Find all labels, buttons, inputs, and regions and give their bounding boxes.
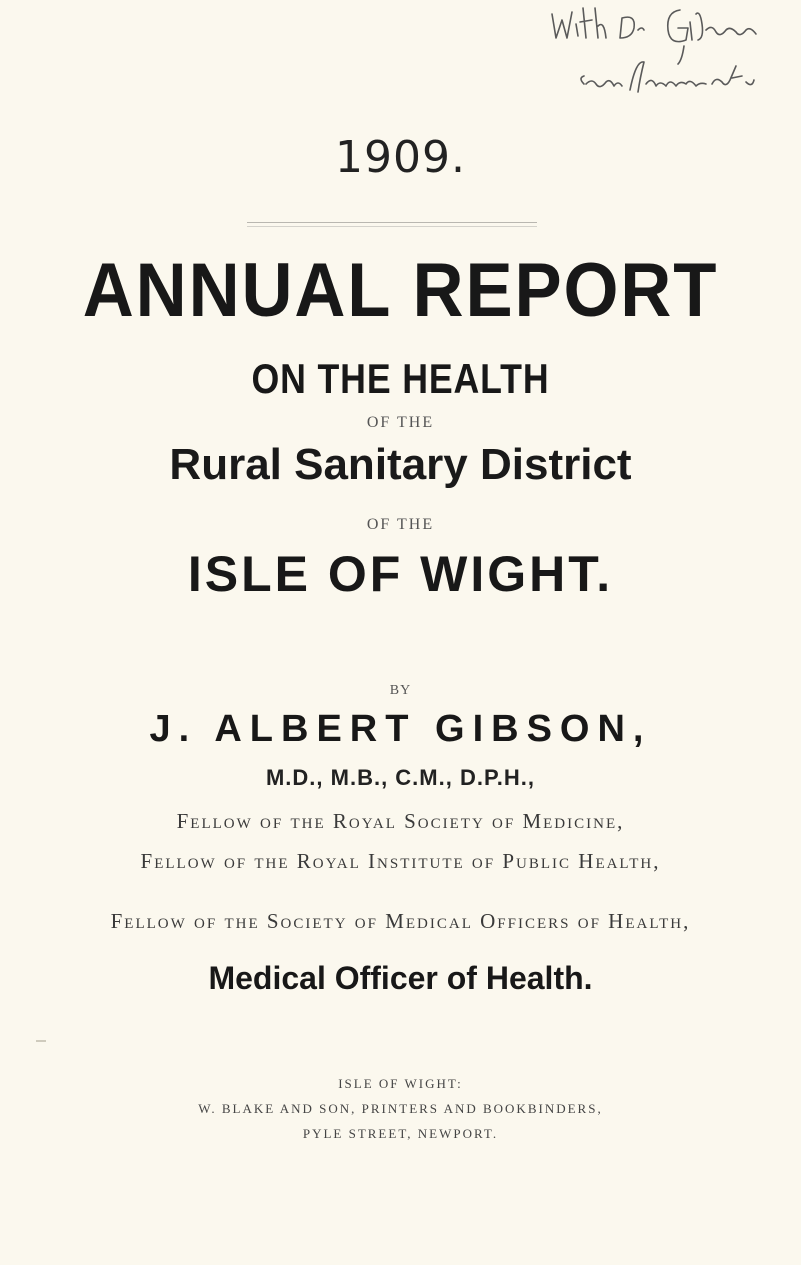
handwritten-inscription-icon bbox=[540, 0, 780, 100]
place-name: ISLE OF WIGHT. bbox=[187, 546, 614, 602]
printer-name: W. BLAKE AND SON, PRINTERS AND BOOKBINDERS, bbox=[198, 1101, 603, 1116]
author-office: Medical Officer of Health. bbox=[208, 960, 593, 996]
printer-address: PYLE STREET, NEWPORT. bbox=[302, 1126, 499, 1141]
by-label: BY bbox=[389, 683, 412, 698]
divider-rule bbox=[247, 222, 537, 227]
fellowship-royal-society: Fellow of the Royal Society of Medicine, bbox=[176, 809, 625, 833]
fellowship-royal-institute: Fellow of the Royal Institute of Public Health, bbox=[140, 849, 661, 873]
report-subtitle: ON THE HEALTH bbox=[251, 355, 550, 402]
district-name: Rural Sanitary District bbox=[169, 440, 632, 489]
report-title: ANNUAL REPORT bbox=[82, 248, 719, 333]
connector-of-the-2: OF THE bbox=[366, 516, 435, 533]
fellowship-society-medical-officers: Fellow of the Society of Medical Officers of Health, bbox=[110, 909, 691, 933]
paper-mark bbox=[36, 1040, 46, 1042]
author-name: J. ALBERT GIBSON, bbox=[149, 708, 652, 750]
report-year: 1909. bbox=[335, 132, 466, 183]
author-degrees: M.D., M.B., C.M., D.P.H., bbox=[265, 765, 536, 790]
printer-location: ISLE OF WIGHT: bbox=[338, 1076, 463, 1091]
connector-of-the-1: OF THE bbox=[366, 414, 435, 431]
